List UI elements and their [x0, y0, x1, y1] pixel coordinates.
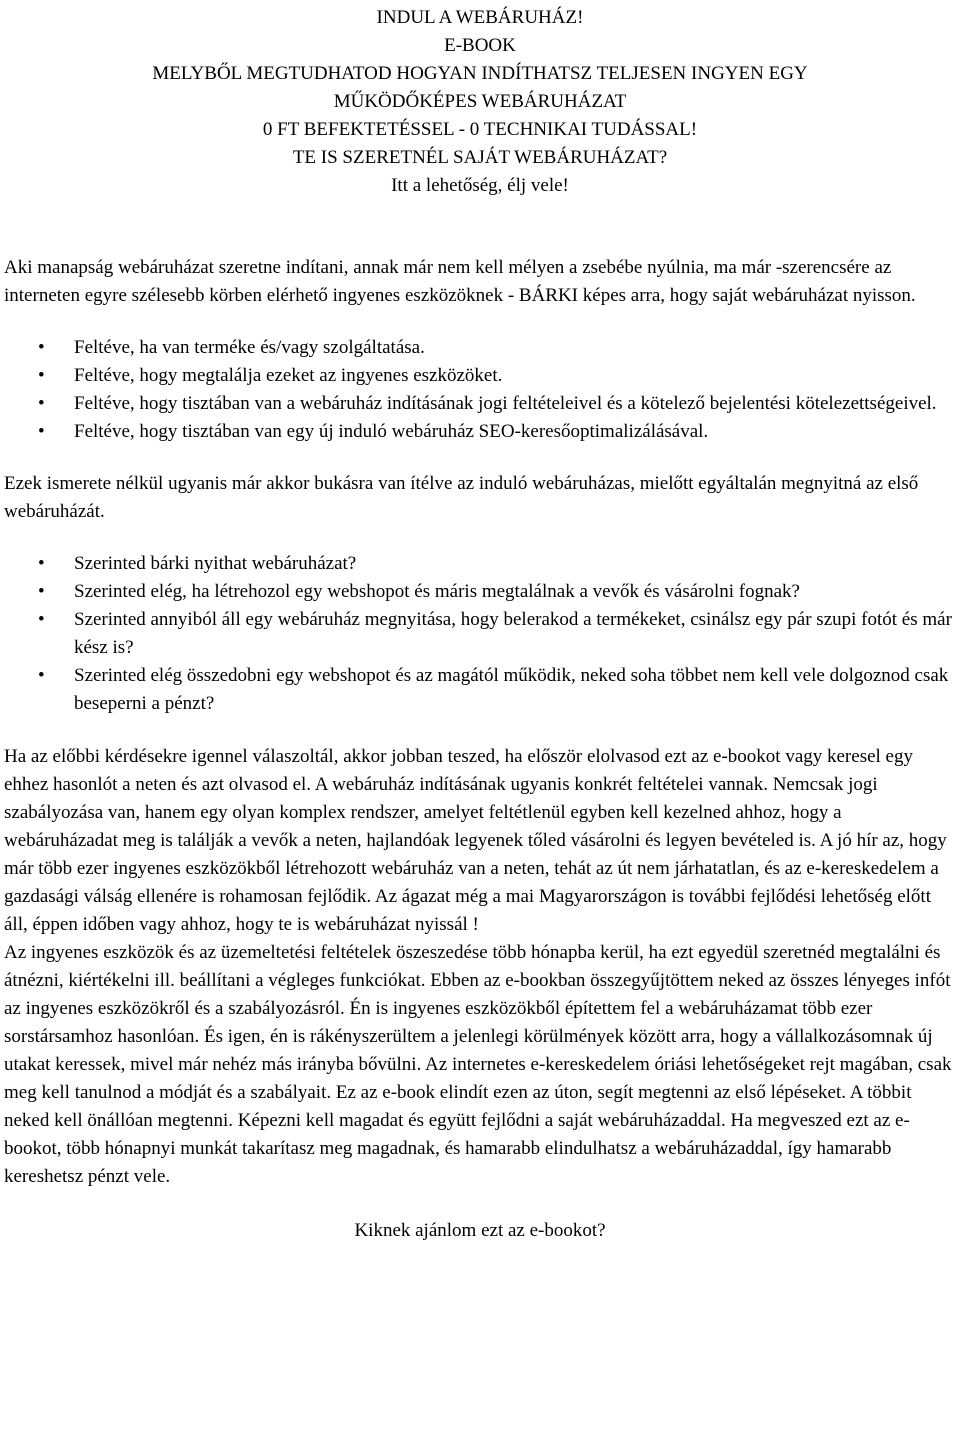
title-line: INDUL A WEBÁRUHÁZ!	[376, 7, 584, 28]
bullet-icon: •	[38, 421, 45, 442]
bullet-icon: •	[38, 365, 45, 386]
list-item-text: Szerinted bárki nyithat webáruházat?	[74, 553, 357, 574]
closing-question: Kiknek ajánlom ezt az e-bookot?	[354, 1220, 606, 1241]
title-block	[4, 4, 956, 200]
list-item-text: Feltéve, hogy tisztában van a webáruház indításának jogi feltételeivel és a kötelező bejelentési kötelezettségeivel.	[74, 393, 937, 414]
answer-paragraph: Ha az előbbi kérdésekre igennel válaszoltál, akkor jobban teszed, ha először elolvasod ezt az e-bookot vagy keresel egy ehhez hasonlót a neten és azt olvasod el. A webáruház indításának ugyanis konkrét feltételei vannak. Nemcsak jogi szabályozása van, hanem egy olyan komplex rendszer, amelyet feltétlenül egyben kell kezelned ahhoz, hogy a webáruházadat meg is találják a vevők a neten, hajlandóak legyenek tőled vásárolni és legyen bevételed is. A jó hír az, hogy már több ezer ingyenes eszközökből létrehozott webáruház van a neten, tehát az út nem járhatatlan, és az e-kereskedelem a gazdasági válság ellenére is rohamosan fejlődik. Az ágazat még a mai Magyarországon is további fejlődési lehetőség előtt áll, éppen időben vagy ahhoz, hogy te is webáruházat nyissál !	[4, 746, 947, 935]
list-item	[4, 550, 956, 578]
list-item	[4, 390, 956, 418]
title-line: MELYBŐL MEGTUDHATOD HOGYAN INDÍTHATSZ TELJESEN INGYEN EGY	[152, 63, 808, 84]
list-item	[4, 662, 956, 718]
list-item	[4, 334, 956, 362]
list-item-text: Feltéve, ha van terméke és/vagy szolgáltatása.	[74, 337, 425, 358]
bullet-icon: •	[38, 581, 45, 602]
title-line: MŰKÖDŐKÉPES WEBÁRUHÁZAT	[333, 91, 627, 112]
list-item-text: Szerinted elég, ha létrehozol egy webshopot és máris megtalálnak a vevők és vásárolni fognak?	[74, 581, 800, 602]
list-item-text: Szerinted elég összedobni egy webshopot és az magától működik, neked soha többet nem kell vele dolgoznod csak beseperni a pénzt?	[74, 665, 949, 714]
list-item	[4, 578, 956, 606]
title-line: E-BOOK	[444, 35, 516, 56]
title-line: TE IS SZERETNÉL SAJÁT WEBÁRUHÁZAT?	[292, 147, 668, 168]
bullet-icon: •	[38, 393, 45, 414]
list-item-text: Feltéve, hogy megtalálja ezeket az ingyenes eszközöket.	[74, 365, 503, 386]
conditions-list	[4, 334, 956, 446]
title-line: 0 FT BEFEKTETÉSSEL - 0 TECHNIKAI TUDÁSSAL!	[262, 119, 698, 140]
ebook-paragraph: Az ingyenes eszközök és az üzemeltetési feltételek öszeszedése több hónapba kerül, ha ezt egyedül szeretnéd megtalálni és átnézni, kiértékelni ill. beállítani a végleges funkciókat. Ebben az e-bookban összegyűjtöttem neked az összes lényeges infót az ingyenes eszközökről és a szabályozásról. Én is ingyenes eszközökből építettem fel a webáruházamat több ezer sorstársamhoz hasonlóan. És igen, én is rákényszerültem a jelenlegi körülmények között arra, hogy a vállalkozásomnak új utakat keressek, mivel már nehéz más irányba bővülni. Az internetes e-kereskedelem óriási lehetőségeket rejt magában, csak meg kell tanulnod a módját és a szabályait. Ez az e-book elindít ezen az úton, segít megtenni az első lépéseket. A többit neked kell önállóan megtenni. Képezni kell magadat és együtt fejlődni a saját webáruházaddal. Ha megveszed ezt az e-bookot, több hónapnyi munkát takarítasz meg magadnak, és hamarabb elindulhatsz a webáruházaddal, így hamarabb kereshetsz pénzt vele.	[4, 942, 952, 1187]
title-tagline: Itt a lehetőség, élj vele!	[391, 175, 569, 196]
list-item	[4, 362, 956, 390]
list-item	[4, 606, 956, 662]
bullet-icon: •	[38, 553, 45, 574]
list-item	[4, 418, 956, 446]
bullet-icon: •	[38, 337, 45, 358]
questions-list	[4, 550, 956, 718]
warning-paragraph: Ezek ismerete nélkül ugyanis már akkor bukásra van ítélve az induló webáruházas, mielőtt egyáltalán megnyitná az első webáruházát.	[4, 473, 919, 522]
list-item-text: Szerinted annyiból áll egy webáruház megnyitása, hogy belerakod a termékeket, csinálsz egy pár szupi fotót és már kész is?	[74, 609, 952, 658]
list-item-text: Feltéve, hogy tisztában van egy új induló webáruház SEO-keresőoptimalizálásával.	[74, 421, 709, 442]
document-page	[4, 4, 956, 1245]
bullet-icon: •	[38, 609, 45, 630]
bullet-icon: •	[38, 665, 45, 686]
intro-paragraph: Aki manapság webáruházat szeretne indítani, annak már nem kell mélyen a zsebébe nyúlnia, ma már -szerencsére az interneten egyre szélesebb körben elérhető ingyenes eszközöknek - BÁRKI képes arra, hogy saját webáruházat nyisson.	[4, 257, 916, 306]
